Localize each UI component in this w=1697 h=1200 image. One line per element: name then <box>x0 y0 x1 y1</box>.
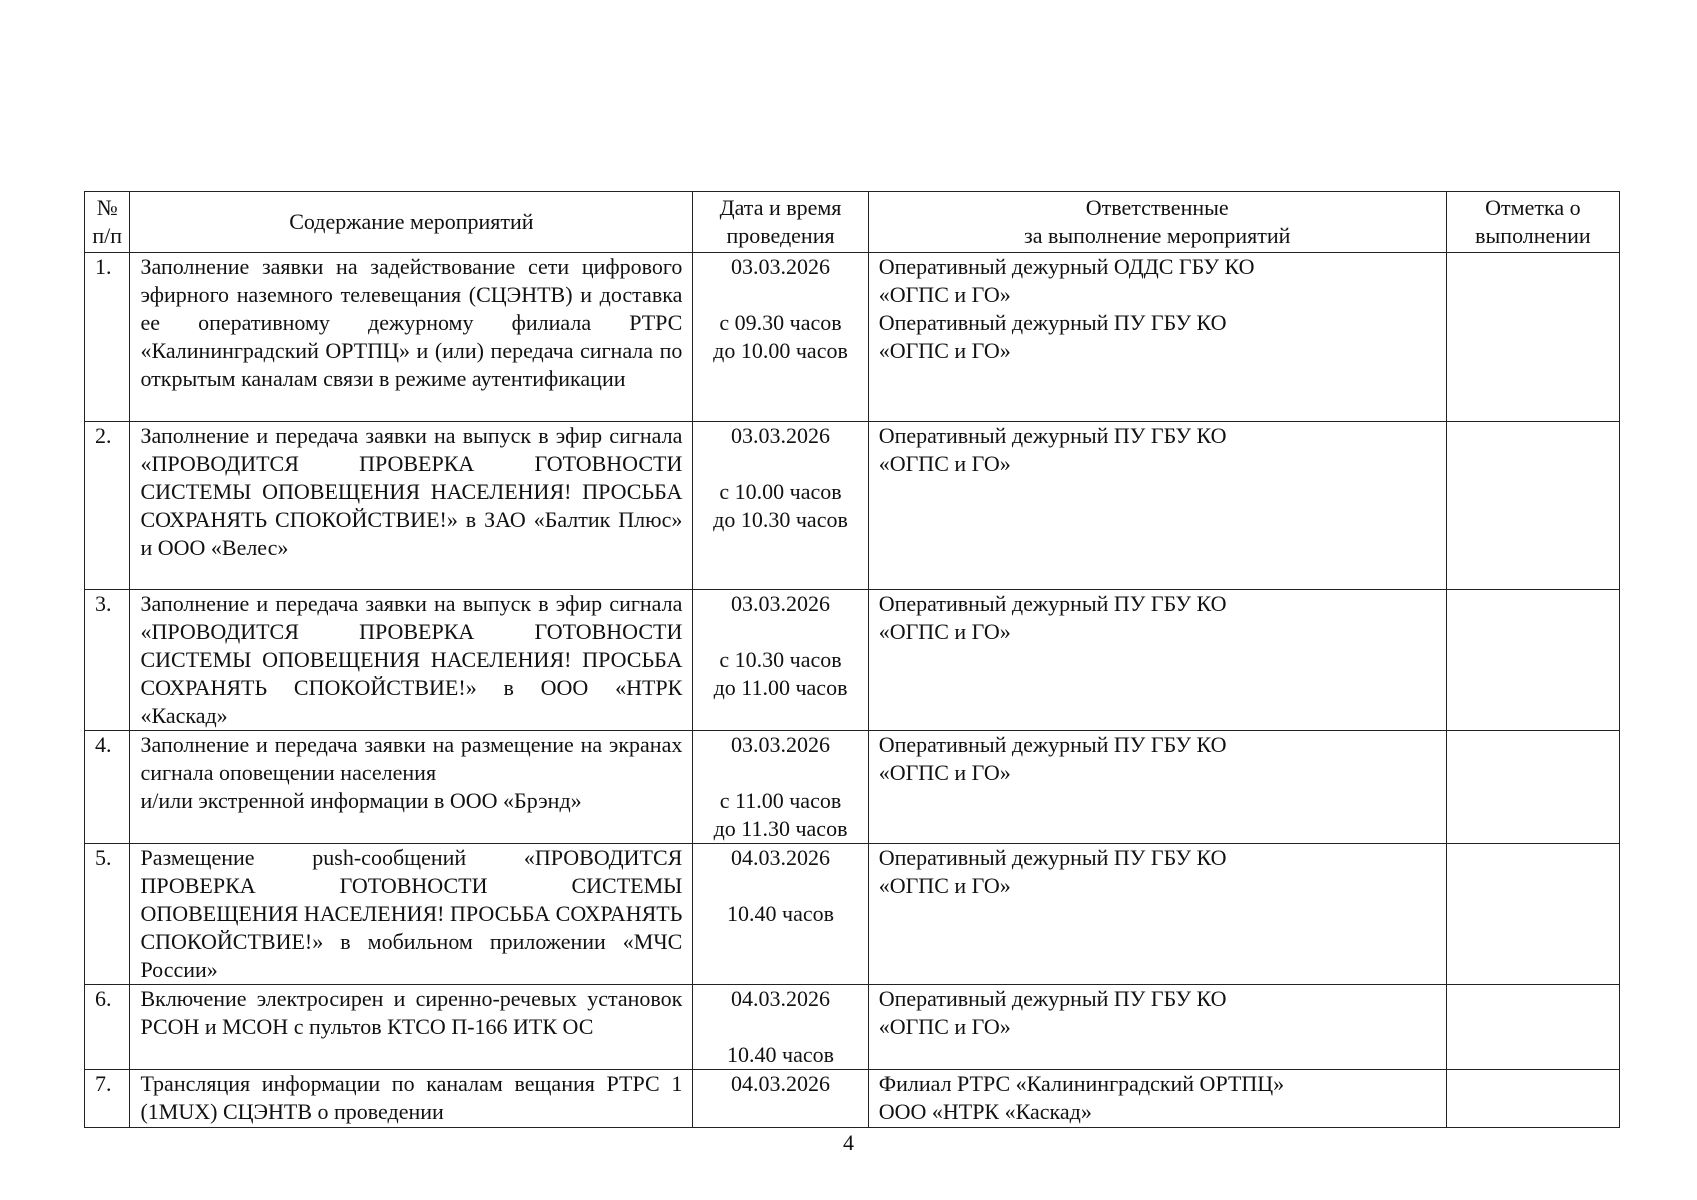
row-datetime <box>693 844 868 985</box>
row-datetime <box>693 731 868 844</box>
row-datetime <box>693 985 868 1070</box>
row-responsible-line: Филиал РТРС «Калининградский ОРТПЦ» <box>878 1071 1285 1096</box>
row-responsible <box>868 985 1446 1070</box>
page-number: 4 <box>843 1130 854 1155</box>
header-content: Содержание мероприятий <box>130 192 693 253</box>
table-row <box>85 590 1620 731</box>
row-time-to: до 11.30 часов <box>713 816 848 841</box>
row-time-from: с 10.00 часов <box>719 479 842 504</box>
row-number: 3. <box>85 590 130 731</box>
row-responsible <box>868 731 1446 844</box>
table-row <box>85 422 1620 590</box>
table-row <box>85 253 1620 422</box>
row-time-to: до 10.30 часов <box>713 507 848 532</box>
row-time-from: с 10.30 часов <box>719 647 842 672</box>
row-number: 5. <box>85 844 130 985</box>
row-time-to: до 10.00 часов <box>713 338 848 363</box>
row-responsible-line: Оперативный дежурный ОДДС ГБУ КО <box>878 254 1255 279</box>
row-responsible-line: Оперативный дежурный ПУ ГБУ КО <box>878 732 1227 757</box>
row-datetime <box>693 422 868 590</box>
row-content: Трансляция информации по каналам вещания РТРС 1 (1MUX) СЦЭНТВ о проведении <box>130 1070 693 1128</box>
row-responsible <box>868 844 1446 985</box>
row-responsible-line: «ОГПС и ГО» <box>878 619 1011 644</box>
row-time: 10.40 часов <box>727 1042 835 1067</box>
row-mark <box>1446 590 1619 731</box>
table-row <box>85 731 1620 844</box>
table-header-row <box>85 192 1620 253</box>
row-responsible-line: «ОГПС и ГО» <box>878 1014 1011 1039</box>
header-mark: Отметка о выполнении <box>1446 192 1619 253</box>
row-responsible-line: Оперативный дежурный ПУ ГБУ КО <box>878 986 1227 1011</box>
row-content: Заполнение и передача заявки на выпуск в эфир сигнала «ПРОВОДИТСЯ ПРОВЕРКА ГОТОВНОСТИ СИСТЕМЫ ОПОВЕЩЕНИЯ НАСЕЛЕНИЯ! ПРОСЬБА СОХРАНЯТЬ СПОКОЙСТВИЕ!» в ООО «НТРК «Каскад» <box>130 590 693 731</box>
row-content: Размещение push-сообщений «ПРОВОДИТСЯ ПРОВЕРКА ГОТОВНОСТИ СИСТЕМЫ ОПОВЕЩЕНИЯ НАСЕЛЕНИЯ! ПРОСЬБА СОХРАНЯТЬ СПОКОЙСТВИЕ!» в мобильном приложении «МЧС России» <box>130 844 693 985</box>
row-date: 03.03.2026 <box>731 591 831 616</box>
row-number: 7. <box>85 1070 130 1128</box>
row-content: Включение электросирен и сиренно-речевых установок РСОН и МСОН с пультов КТСО П-166 ИТК ОС <box>130 985 693 1070</box>
row-mark <box>1446 253 1619 422</box>
row-date: 03.03.2026 <box>731 732 831 757</box>
row-mark <box>1446 731 1619 844</box>
row-responsible-line: Оперативный дежурный ПУ ГБУ КО <box>878 423 1227 448</box>
row-datetime <box>693 253 868 422</box>
header-datetime: Дата и время проведения <box>693 192 868 253</box>
row-responsible-line: «ОГПС и ГО» <box>878 282 1011 307</box>
row-responsible <box>868 422 1446 590</box>
row-mark <box>1446 422 1619 590</box>
row-datetime <box>693 590 868 731</box>
row-responsible-line: «ОГПС и ГО» <box>878 873 1011 898</box>
row-content-part: и/или экстренной информации в ООО «Брэнд» <box>140 788 582 813</box>
row-mark <box>1446 985 1619 1070</box>
row-responsible-line: Оперативный дежурный ПУ ГБУ КО <box>878 845 1227 870</box>
row-date: 03.03.2026 <box>731 254 831 279</box>
row-responsible-line: Оперативный дежурный ПУ ГБУ КО <box>878 591 1227 616</box>
row-responsible <box>868 590 1446 731</box>
row-time-to: до 11.00 часов <box>713 675 848 700</box>
row-content-part: Заполнение и передача заявки на размещение на экранах сигнала оповещении населения <box>140 732 683 785</box>
row-date: 04.03.2026 <box>731 986 831 1011</box>
row-mark <box>1446 1070 1619 1128</box>
row-datetime <box>693 1070 868 1128</box>
row-responsible-line: «ОГПС и ГО» <box>878 338 1011 363</box>
events-table <box>84 191 1620 1128</box>
table-row <box>85 844 1620 985</box>
row-date: 04.03.2026 <box>731 1071 831 1096</box>
table-row <box>85 1070 1620 1128</box>
row-number: 6. <box>85 985 130 1070</box>
row-date: 03.03.2026 <box>731 423 831 448</box>
table-row <box>85 985 1620 1070</box>
row-number: 1. <box>85 253 130 422</box>
row-content: Заполнение и передача заявки на выпуск в эфир сигнала «ПРОВОДИТСЯ ПРОВЕРКА ГОТОВНОСТИ СИСТЕМЫ ОПОВЕЩЕНИЯ НАСЕЛЕНИЯ! ПРОСЬБА СОХРАНЯТЬ СПОКОЙСТВИЕ!» в ЗАО «Балтик Плюс» и ООО «Велес» <box>130 422 693 590</box>
row-number: 4. <box>85 731 130 844</box>
header-responsible-line2: за выполнение мероприятий <box>1024 223 1291 248</box>
row-mark <box>1446 844 1619 985</box>
row-content <box>130 731 693 844</box>
row-responsible-line: Оперативный дежурный ПУ ГБУ КО <box>878 310 1227 335</box>
row-number: 2. <box>85 422 130 590</box>
row-time-from: с 09.30 часов <box>719 310 842 335</box>
header-responsible-line1: Ответственные <box>1085 195 1229 220</box>
header-responsible <box>868 192 1446 253</box>
row-content: Заполнение заявки на задействование сети цифрового эфирного наземного телевещания (СЦЭНТВ) и доставка ее оперативному дежурному филиала РТРС «Калининградский ОРТПЦ» и (или) передача сигнала по открытым каналам связи в режиме аутентификации <box>130 253 693 422</box>
row-time-from: с 11.00 часов <box>719 788 842 813</box>
row-responsible <box>868 1070 1446 1128</box>
row-responsible-line: «ОГПС и ГО» <box>878 760 1011 785</box>
row-date: 04.03.2026 <box>731 845 831 870</box>
row-responsible <box>868 253 1446 422</box>
row-time: 10.40 часов <box>727 901 835 926</box>
header-number: № п/п <box>85 192 130 253</box>
row-responsible-line: ООО «НТРК «Каскад» <box>878 1099 1092 1124</box>
row-responsible-line: «ОГПС и ГО» <box>878 451 1011 476</box>
